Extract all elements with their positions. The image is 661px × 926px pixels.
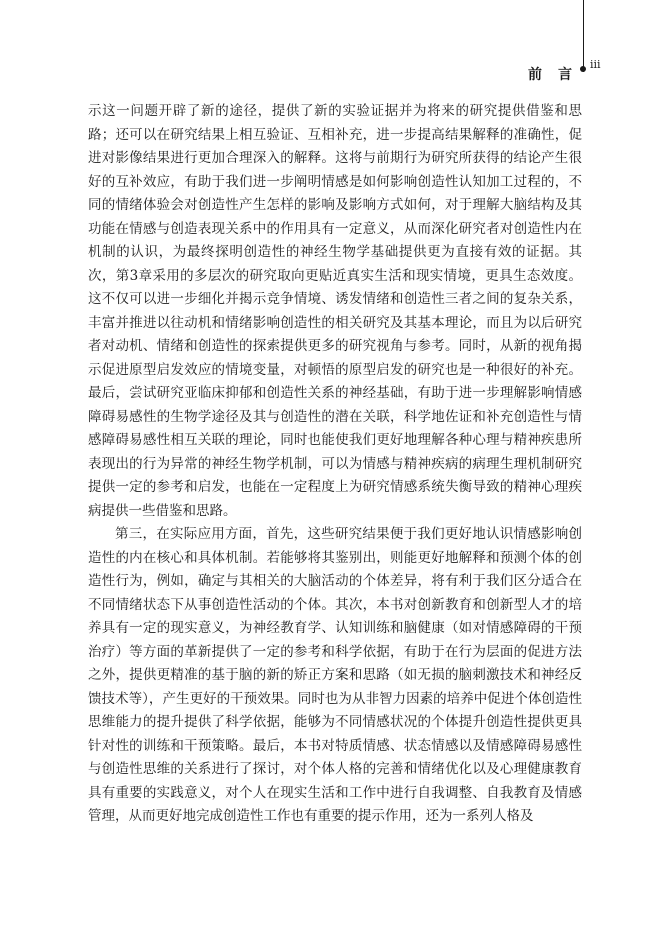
running-title: 前言 bbox=[528, 67, 588, 83]
paragraph-third-application: 第三，在实际应用方面，首先，这些研究结果便于我们更好地认识情感影响创造性的内在核心和具体机制。若能够将其鉴别出，则能更好地解释和预测个体的创造性行为，例如，确定与其相关的大脑活动的个体差异，将有利于我们区分适合在不同情绪状态下从事创造性活动的个体。其次，本书对创新教育和创新型人才的培养具有一定的现实意义，为神经教育学、认知训练和脑健康（如对情感障碍的干预治疗）等方面的革新提供了一定的参考和科学依据，有助于在行为层面的促进方法之外，提供更精准的基于脑的新的矫正方案和思路（如无损的脑刺激技术和神经反馈技术等），产生更好的干预效果。同时也为从非智力因素的培养中促进个体创造性思维能力的提升提供了科学依据，能够为不同情感状况的个体提升创造性提供更具针对性的训练和干预策略。最后，本书对特质情感、状态情感以及情感障碍易感性与创造性思维的关系进行了探讨，对个体人格的完善和情绪优化以及心理健康教育具有重要的实践意义，对个人在现实生活和工作中进行自我调整、自我教育及情感管理，从而更好地完成创造性工作也有重要的提示作用，还为一系列人格及 bbox=[88, 526, 582, 824]
body-text bbox=[88, 100, 582, 829]
paragraph-continued: 示这一问题开辟了新的途径，提供了新的实验证据并为将来的研究提供借鉴和思路；还可以在研究结果上相互验证、互相补充，进一步提高结果解释的准确性，促进对影像结果进行更加合理深入的解释。这将与前期行为研究所获得的结论产生很好的互补效应，有助于我们进一步阐明情感是如何影响创造性认知加工过程的，不同的情绪体验会对创造性产生怎样的影响及影响方式如何，对于理解大脑结构及其功能在情感与创造表现关系中的作用具有一定意义，从而深化研究者对创造性内在机制的认识，为最终探明创造性的神经生物学基础提供更为直接有效的证据。其次，第3章采用的多层次的研究取向更贴近真实生活和现实情境，更具生态效度。这不仅可以进一步细化并揭示竞争情境、诱发情绪和创造性三者之间的复杂关系，丰富并推进以往动机和情绪影响创造性的相关研究及其基本理论，而且为以后研究者对动机、情绪和创造性的探索提供更多的研究视角与参考。同时，从新的视角揭示促进原型启发效应的情境变量，对顿悟的原型启发的研究也是一种很好的补充。最后，尝试研究亚临床抑郁和创造性关系的神经基础，有助于进一步理解影响情感障碍易感性的生物学途径及其与创造性的潜在关联，科学地佐证和补充创造性与情感障碍易感性相互关联的理论，同时也能使我们更好地理解各种心理与精神疾患所表现出的行为异常的神经生物学机制，可以为情感与精神疾病的病理生理机制研究提供一定的参考和启发，也能在一定程度上为研究情感系统失衡导致的精神心理疾病提供一些借鉴和思路。 bbox=[88, 103, 582, 519]
page-number: iii bbox=[590, 58, 601, 71]
header-vertical-rule bbox=[583, 0, 584, 72]
